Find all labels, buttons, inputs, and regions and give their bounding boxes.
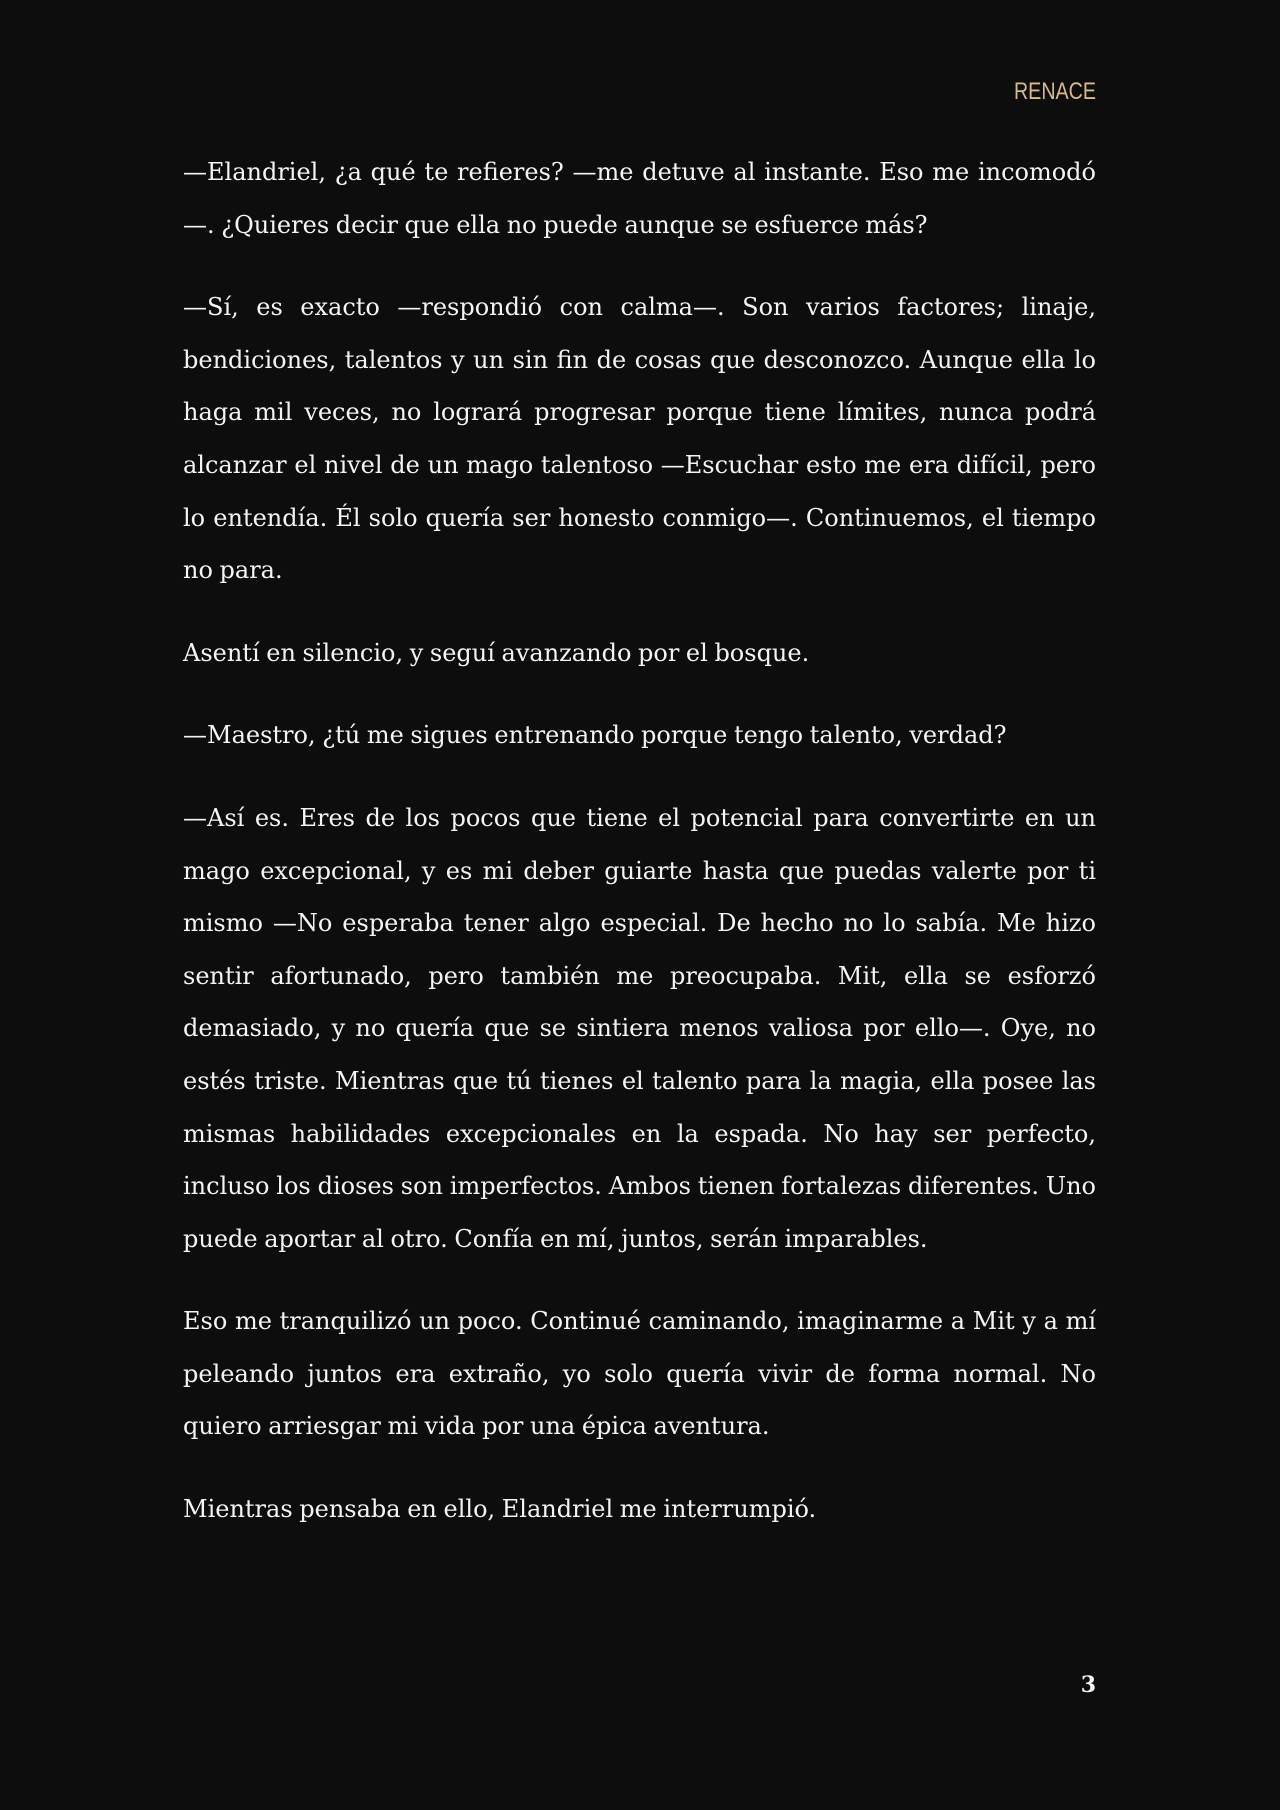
paragraph: Asentí en silencio, y seguí avanzando por el bosque. xyxy=(183,638,810,667)
page-number: 3 xyxy=(1080,1672,1096,1698)
paragraph: Mientras pensaba en ello, Elandriel me interrumpió. xyxy=(183,1495,817,1524)
paragraph: —Así es. Eres de los pocos que tiene el potencial para convertirte en un mago excepcional, y es mi deber guiarte hasta que puedas valerte por ti mismo —No esperaba tener algo especial. De hecho no lo sabía. Me hizo sentir afortunado, pero también me preocupaba. Mit, ella se esforzó demasiado, y no quería que se sintiera menos valiosa por ello—. Oye, no estés triste. Mientras que tú tienes el talento para la magia, ella posee las mismas habilidades excepcionales en la espada. No hay ser perfecto, incluso los dioses son imperfectos. Ambos tienen fortalezas diferentes. Uno puede aportar al otro. Confía en mí, juntos, serán imparables. xyxy=(183,803,1096,1253)
running-header-title: RENACE xyxy=(1013,78,1096,105)
paragraph: —Sí, es exacto —respondió con calma—. Son varios factores; linaje, bendiciones, talentos y un sin fin de cosas que desconozco. Aunque ella lo haga mil veces, no logrará progresar porque tiene límites, nunca podrá alcanzar el nivel de un mago talentoso —Escuchar esto me era difícil, pero lo entendía. Él solo quería ser honesto conmigo—. Continuemos, el tiempo no para. xyxy=(183,293,1096,585)
page-body xyxy=(183,146,1096,1566)
paragraph: —Maestro, ¿tú me sigues entrenando porque tengo talento, verdad? xyxy=(183,721,1007,750)
paragraph: Eso me tranquilizó un poco. Continué caminando, imaginarme a Mit y a mí peleando juntos era extraño, yo solo quería vivir de forma normal. No quiero arriesgar mi vida por una épica aventura. xyxy=(183,1307,1096,1441)
paragraph: —Elandriel, ¿a qué te refieres? —me detuve al instante. Eso me incomodó—. ¿Quieres decir que ella no puede aunque se esfuerce más? xyxy=(183,158,1096,239)
